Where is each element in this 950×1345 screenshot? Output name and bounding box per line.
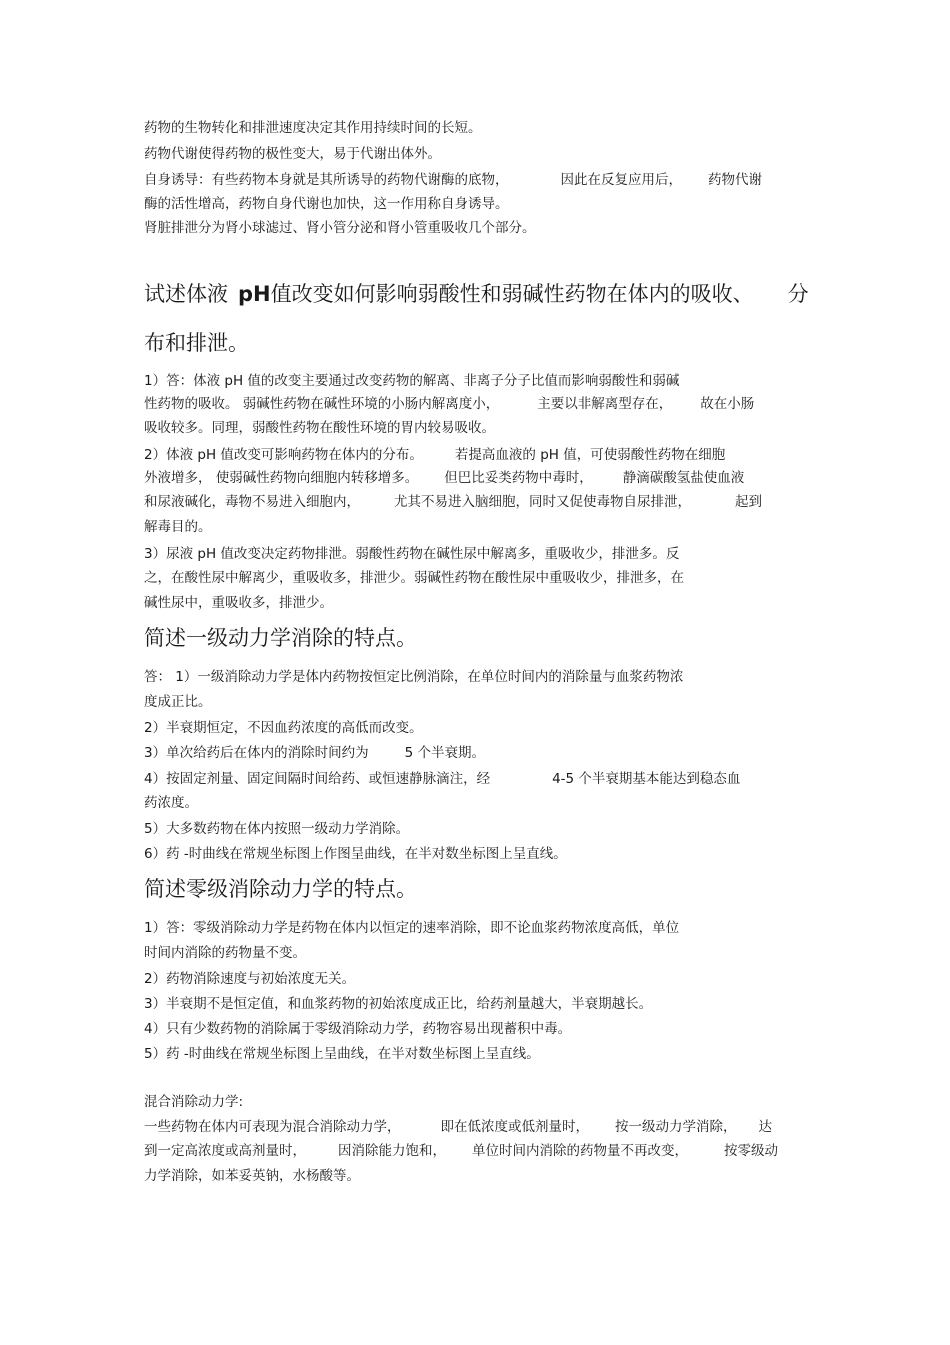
- answer-line: 药浓度。: [144, 795, 198, 811]
- answer-line: [144, 744, 485, 762]
- answer-line: 吸收较多。同理，弱酸性药物在酸性环境的胃内较易吸收。: [144, 420, 495, 436]
- text-fragment: 自身诱导：有些药物本身就是其所诱导的药物代谢酶的底物，: [144, 172, 509, 188]
- intro-line: 药物的生物转化和排泄速度决定其作用持续时间的长短。: [144, 120, 482, 136]
- text-fragment: 单位时间内消除的药物量不再改变，: [472, 1143, 688, 1159]
- answer-line: [144, 469, 744, 487]
- answer-line: 1）答：零级消除动力学是药物在体内以恒定的速率消除，即不论血浆药物浓度高低，单位: [144, 920, 680, 936]
- heading-fragment: pH: [238, 282, 271, 306]
- text-fragment: 若提高血液的 pH 值，可使弱酸性药物在细胞: [454, 447, 726, 463]
- answer-line: 2）半衰期恒定，不因血药浓度的高低而改变。: [144, 720, 423, 736]
- self-induction-line: 酶的活性增高，药物自身代谢也加快，这一作用称自身诱导。: [144, 196, 509, 212]
- text-fragment: 3）单次给药后在体内的消除时间约为: [144, 745, 369, 761]
- body-line: [144, 1118, 772, 1136]
- question-heading: 简述一级动力学消除的特点。: [144, 626, 417, 650]
- self-induction-line: [144, 171, 762, 189]
- answer-line: 6）药 -时曲线在常规坐标图上作图呈曲线，在半对数坐标图上呈直线。: [144, 846, 567, 862]
- text-fragment: 故在小肠: [700, 396, 755, 412]
- answer-line: 答： 1）一级消除动力学是体内药物按恒定比例消除，在单位时间内的消除量与血浆药物浓: [144, 669, 684, 685]
- answer-line: 时间内消除的药物量不变。: [144, 945, 306, 961]
- heading-fragment: 分: [787, 282, 809, 306]
- heading-fragment: 值改变如何影响弱酸性和弱碱性药物在体内的吸收、: [270, 282, 754, 306]
- body-line: 力学消除，如苯妥英钠，水杨酸等。: [144, 1168, 360, 1184]
- text-fragment: 到一定高浓度或高剂量时，: [144, 1143, 306, 1159]
- question-heading: 简述零级消除动力学的特点。: [144, 877, 417, 901]
- text-fragment: 起到: [735, 494, 762, 510]
- text-fragment: 达: [758, 1119, 772, 1135]
- intro-line: 药物代谢使得药物的极性变大，易于代谢出体外。: [144, 146, 441, 162]
- answer-line: 之，在酸性尿中解离少，重吸收多，排泄少。弱碱性药物在酸性尿中重吸收少，排泄多，在: [144, 570, 684, 586]
- question-heading: [144, 280, 809, 308]
- answer-line: [144, 493, 762, 511]
- answer-line: [144, 395, 754, 413]
- question-heading: 布和排泄。: [144, 331, 249, 355]
- answer-line: 1）答：体液 pH 值的改变主要通过改变药物的解离、非离子分子比值而影响弱酸性和弱碱: [144, 373, 680, 389]
- answer-line: [144, 446, 725, 464]
- text-fragment: 性药物的吸收。 弱碱性药物在碱性环境的小肠内解离度小，: [144, 396, 500, 412]
- text-fragment: 静滴碳酸氢盐使血液: [622, 470, 745, 486]
- text-fragment: 5 个半衰期。: [404, 745, 485, 761]
- renal-line: 肾脏排泄分为肾小球滤过、肾小管分泌和肾小管重吸收几个部分。: [144, 220, 536, 236]
- text-fragment: 主要以非解离型存在，: [537, 396, 673, 412]
- text-fragment: 外液增多， 使弱碱性药物向细胞内转移增多。: [144, 470, 419, 486]
- text-fragment: 一些药物在体内可表现为混合消除动力学，: [144, 1119, 401, 1135]
- heading-fragment: 试述体液: [144, 282, 228, 306]
- answer-line: 5）大多数药物在体内按照一级动力学消除。: [144, 821, 410, 837]
- answer-line: 3）半衰期不是恒定值，和血浆药物的初始浓度成正比，给药剂量越大，半衰期越长。: [144, 996, 653, 1012]
- text-fragment: 按零级动: [724, 1143, 778, 1159]
- answer-line: 5）药 -时曲线在常规坐标图上呈曲线，在半对数坐标图上呈直线。: [144, 1046, 540, 1062]
- text-fragment: 因消除能力饱和，: [338, 1143, 446, 1159]
- text-fragment: 但巴比妥类药物中毒时，: [444, 470, 593, 486]
- answer-line: [144, 770, 740, 788]
- text-fragment: 2）体液 pH 值改变可影响药物在体内的分布。: [144, 447, 423, 463]
- answer-line: 解毒目的。: [144, 519, 212, 535]
- text-fragment: 按一级动力学消除，: [615, 1119, 737, 1135]
- text-fragment: 因此在反复应用后，: [560, 172, 682, 188]
- answer-line: 2）药物消除速度与初始浓度无关。: [144, 971, 356, 987]
- text-fragment: 药物代谢: [708, 172, 762, 188]
- text-fragment: 和尿液碱化，毒物不易进入细胞内，: [144, 494, 360, 510]
- text-fragment: 尤其不易进入脑细胞，同时又促使毒物自尿排泄，: [394, 494, 691, 510]
- answer-line: 度成正比。: [144, 694, 212, 710]
- answer-line: 碱性尿中，重吸收多，排泄少。: [144, 595, 333, 611]
- section-label: 混合消除动力学:: [144, 1094, 244, 1110]
- body-line: [144, 1142, 778, 1160]
- answer-line: 3）尿液 pH 值改变决定药物排泄。弱酸性药物在碱性尿中解离多，重吸收少，排泄多。反: [144, 546, 680, 562]
- text-fragment: 4-5 个半衰期基本能达到稳态血: [552, 771, 741, 787]
- answer-line: 4）只有少数药物的消除属于零级消除动力学，药物容易出现蓄积中毒。: [144, 1021, 572, 1037]
- text-fragment: 4）按固定剂量、固定间隔时间给药、或恒速静脉滴注，经: [144, 771, 491, 787]
- text-fragment: 即在低浓度或低剂量时，: [440, 1119, 589, 1135]
